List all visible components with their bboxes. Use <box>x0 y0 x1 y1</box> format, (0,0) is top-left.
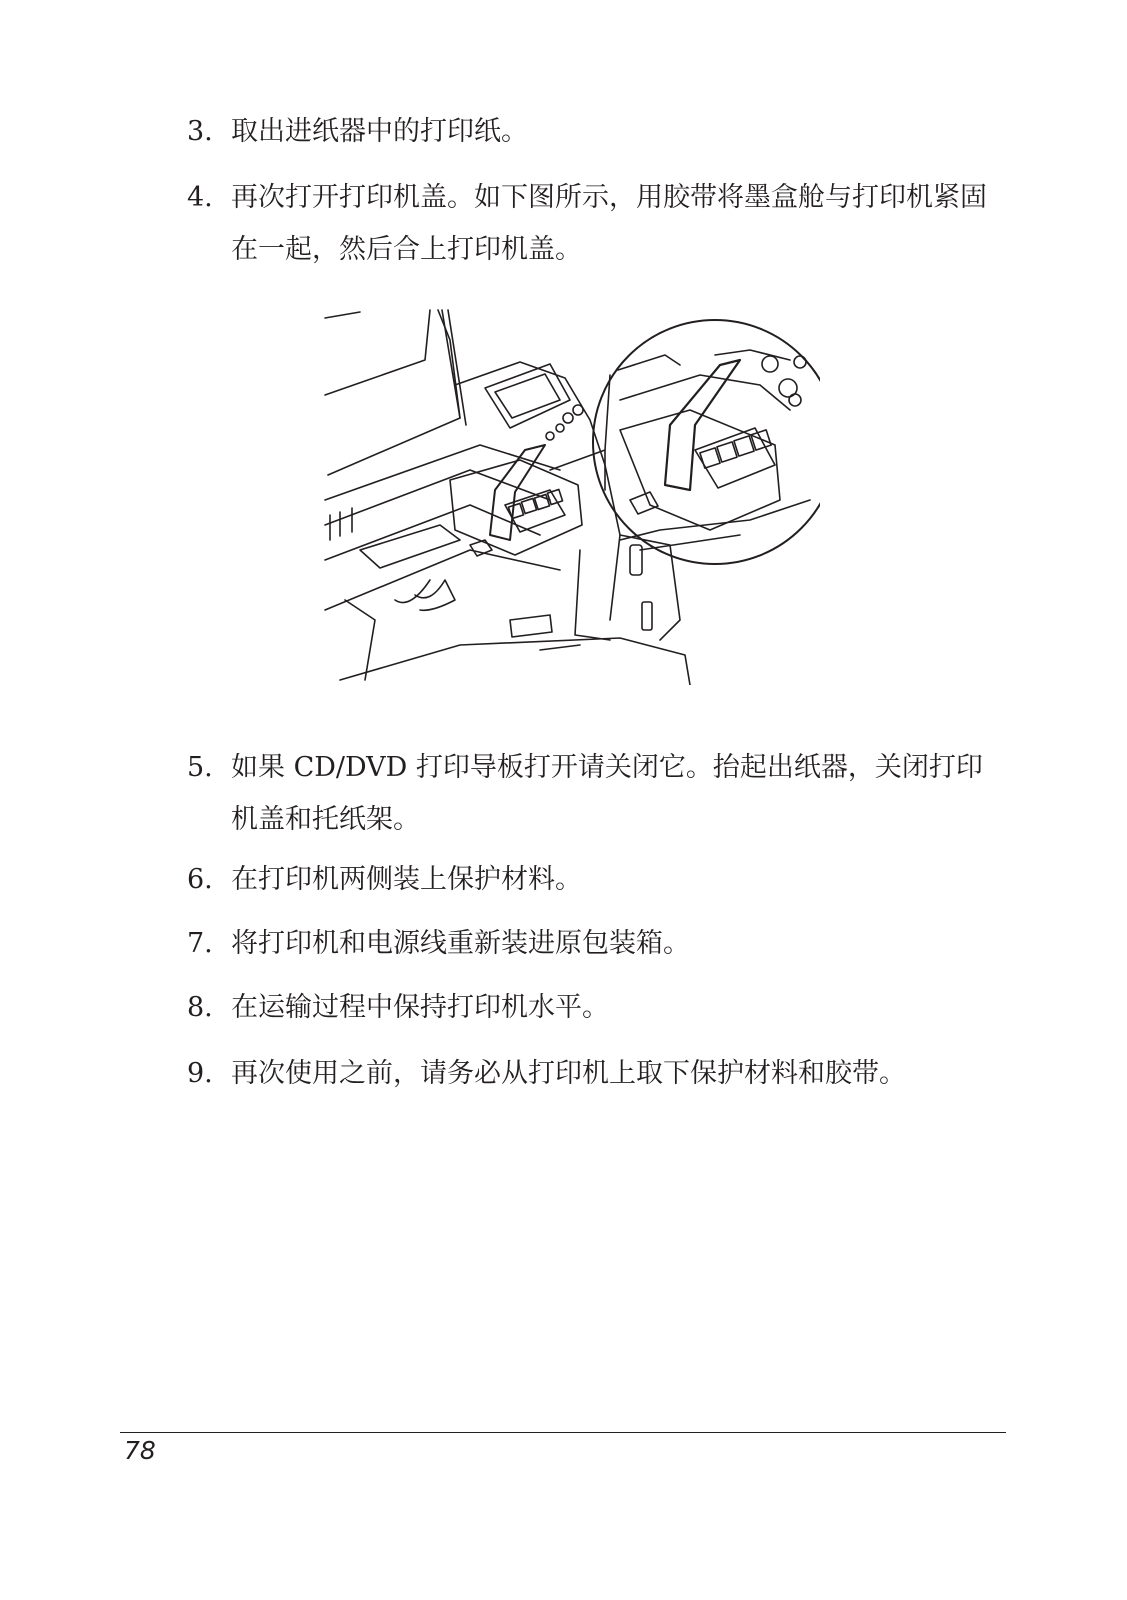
step-4 <box>187 172 1007 276</box>
step-number: 8. <box>187 992 213 1023</box>
printer-lid <box>325 310 466 475</box>
step-text: 在打印机两侧装上保护材料。 <box>231 864 582 895</box>
magnified-inset <box>550 320 820 564</box>
step-text: 再次使用之前，请务必从打印机上取下保护材料和胶带。 <box>231 1058 906 1089</box>
step-7 <box>187 918 1007 970</box>
footer-divider <box>120 1432 1006 1433</box>
step-6 <box>187 854 1007 906</box>
step-number: 9. <box>187 1058 213 1089</box>
step-number: 3. <box>187 116 213 147</box>
control-panel <box>485 364 583 440</box>
step-9 <box>187 1048 1007 1100</box>
printer-tape-illustration <box>320 300 820 685</box>
step-text: 将打印机和电源线重新装进原包装箱。 <box>231 928 690 959</box>
step-5 <box>187 742 1007 846</box>
step-text: 再次打开打印机盖。如下图所示，用胶带将墨盒舱与打印机紧固在一起，然后合上打印机盖。 <box>231 182 987 265</box>
step-text: 如果 CD/DVD 打印导板打开请关闭它。抬起出纸器，关闭打印机盖和托纸架。 <box>231 752 983 835</box>
step-number: 4. <box>187 182 213 213</box>
step-number: 6. <box>187 864 213 895</box>
cartridge-carriage <box>450 445 582 556</box>
step-text: 取出进纸器中的打印纸。 <box>231 116 528 147</box>
step-number: 5. <box>187 752 213 783</box>
step-text: 在运输过程中保持打印机水平。 <box>231 992 609 1023</box>
page-number: 78 <box>124 1436 156 1465</box>
step-number: 7. <box>187 928 213 959</box>
step-3 <box>187 106 1007 158</box>
step-8 <box>187 982 1007 1034</box>
